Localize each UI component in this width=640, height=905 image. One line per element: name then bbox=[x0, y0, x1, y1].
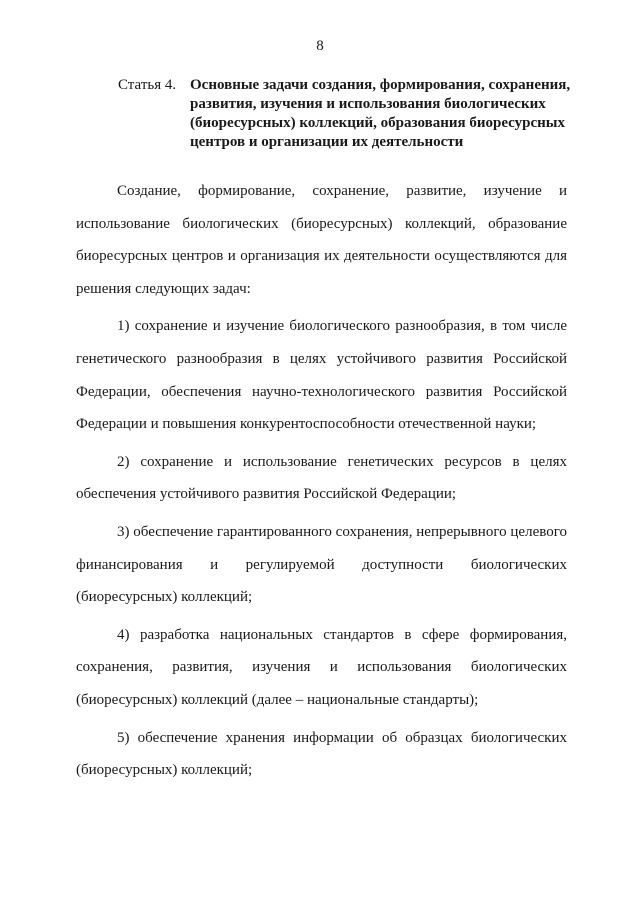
paragraph-item-2: 2) сохранение и использование генетических ресурсов в целях обеспечения устойчивого развития Российской Федерации; bbox=[76, 453, 567, 503]
paragraph-intro: Создание, формирование, сохранение, развитие, изучение и использование биологических (биоресурсных) коллекций, образование биоресурсных центров и организация их деятельности осуществляются для решения следующих задач: bbox=[76, 183, 567, 297]
page-number: 8 bbox=[316, 38, 324, 54]
paragraph-item-1: 1) сохранение и изучение биологического разнообразия, в том числе генетического разнообразия в целях устойчивого развития Российской Федерации, обеспечения научно-технологического развития Российской Федерации и повышения конкурентоспособности отечественной науки; bbox=[76, 318, 567, 433]
article-label: Статья 4. bbox=[118, 77, 177, 93]
paragraph-item-4: 4) разработка национальных стандартов в сфере формирования, сохранения, развития, изучения и использования биологических (биоресурсных) коллекций (далее – национальные стандарты); bbox=[76, 626, 567, 708]
article-header bbox=[118, 76, 578, 152]
paragraph-item-5: 5) обеспечение хранения информации об образцах биологических (биоресурсных) коллекций; bbox=[76, 729, 567, 779]
article-body bbox=[76, 175, 567, 792]
article-title: Основные задачи создания, формирования, сохранения, развития, изучения и использования биологических (биоресурсных) коллекций, образования биоресурсных центров и организации их деятельности bbox=[190, 77, 571, 150]
paragraph-item-3: 3) обеспечение гарантированного сохранения, непрерывного целевого финансирования и регулируемой доступности биологических (биоресурсных) коллекций; bbox=[76, 523, 567, 606]
